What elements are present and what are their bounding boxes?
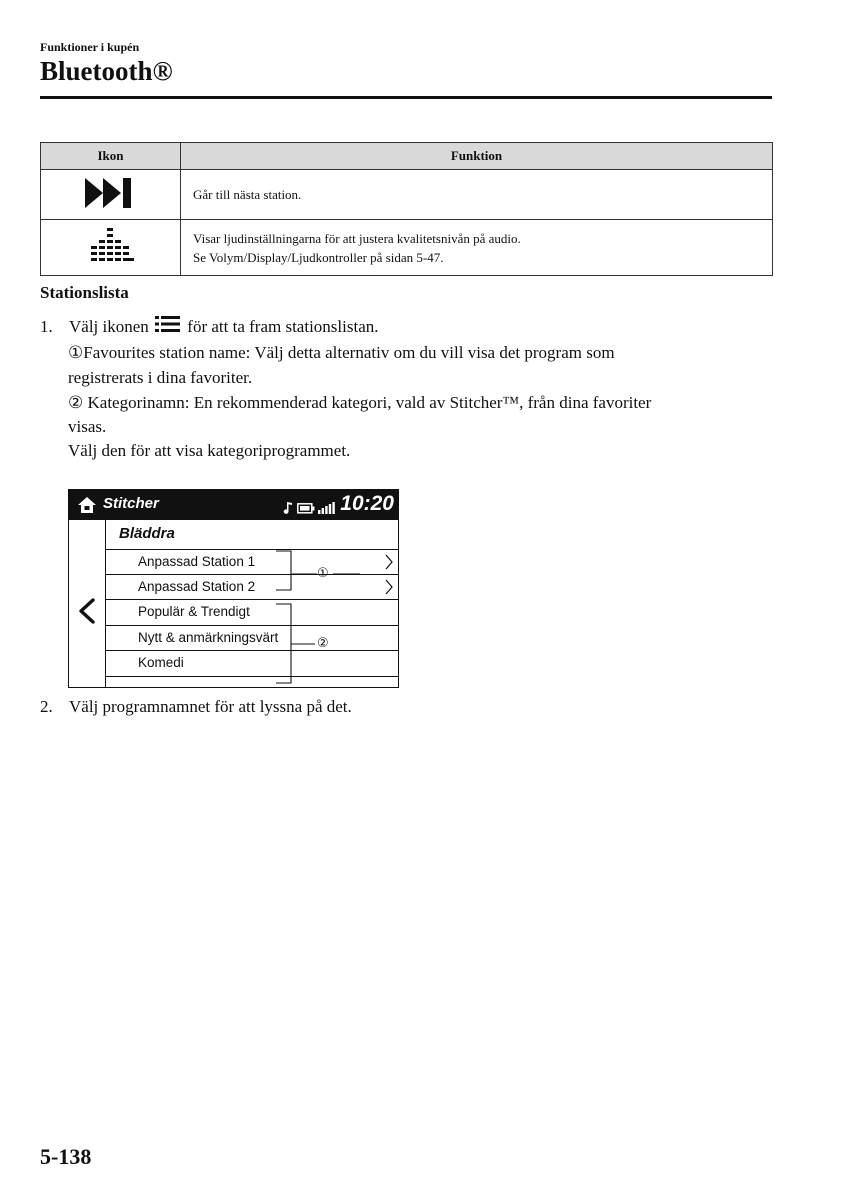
step-1 xyxy=(40,315,379,339)
table-row xyxy=(41,220,773,276)
function-reference: Se Volym/Display/Ljudkontroller på sidan 5-47. xyxy=(193,249,444,265)
list-item-partial xyxy=(106,676,398,687)
step-text: Välj programnamnet för att lyssna på det. xyxy=(69,697,352,716)
subsection-heading: Stationslista xyxy=(40,283,129,302)
skip-forward-icon xyxy=(83,175,139,211)
list-item[interactable] xyxy=(106,574,398,599)
callout-2-marker: ② xyxy=(317,635,329,650)
home-icon[interactable] xyxy=(77,496,97,514)
note-text: Favourites station name: Välj detta alternativ om du vill visa det program som xyxy=(83,343,615,362)
screen-header xyxy=(69,490,398,520)
note-1-continued: registrerats i dina favoriter. xyxy=(68,368,253,387)
chevron-right-icon xyxy=(384,553,394,571)
list-item-label: Populär & Trendigt xyxy=(138,604,250,619)
screen-back-panel[interactable] xyxy=(69,520,106,687)
step-number: 1. xyxy=(40,317,53,336)
equalizer-icon xyxy=(87,226,135,266)
page-number: 5-138 xyxy=(40,1144,92,1169)
list-icon xyxy=(155,315,181,333)
callout-marker-2: ② xyxy=(68,393,84,412)
list-item[interactable] xyxy=(106,650,398,675)
list-item[interactable] xyxy=(106,599,398,624)
table-header-icon: Ikon xyxy=(41,143,181,170)
callout-marker-1: ① xyxy=(68,343,84,362)
table-icon-cell xyxy=(41,220,181,276)
table-header-function: Funktion xyxy=(181,143,773,170)
step-text: Välj ikonen xyxy=(69,317,149,336)
list-item-label: Nytt & anmärkningsvärt xyxy=(138,630,279,645)
step-text: för att ta fram stationslistan. xyxy=(187,317,379,336)
note-text: Kategorinamn: En rekommenderad kategori, vald av Stitcher™, från dina favoriter xyxy=(83,393,652,412)
callout-1-marker: ① xyxy=(317,565,329,580)
signal-strength-icon xyxy=(318,502,336,514)
music-note-icon xyxy=(283,501,293,515)
page-title: Bluetooth® xyxy=(40,56,173,86)
chevron-right-icon xyxy=(384,578,394,596)
table-function-cell xyxy=(181,170,773,220)
table-header-row xyxy=(41,143,773,170)
back-chevron-icon[interactable] xyxy=(76,597,98,625)
table-row xyxy=(41,170,773,220)
list-item-label: Anpassad Station 2 xyxy=(138,579,256,594)
list-item-label: Anpassad Station 1 xyxy=(138,554,256,569)
stitcher-screen xyxy=(68,489,399,688)
section-label: Funktioner i kupén xyxy=(40,40,140,54)
title-divider xyxy=(40,96,772,99)
table-function-cell xyxy=(181,220,773,276)
icon-function-table xyxy=(40,142,773,276)
note-2 xyxy=(68,391,768,416)
step-number: 2. xyxy=(40,697,53,716)
note-1 xyxy=(68,341,768,366)
function-text: Visar ljudinställningarna för att justera kvalitetsnivån på audio. xyxy=(193,230,521,246)
list-item[interactable] xyxy=(106,625,398,650)
note-2-continued: visas. xyxy=(68,417,107,436)
function-text: Går till nästa station. xyxy=(193,187,302,202)
list-item-label: Komedi xyxy=(138,655,184,670)
table-icon-cell xyxy=(41,170,181,220)
step-2 xyxy=(40,695,352,719)
note-3: Välj den för att visa kategoriprogrammet. xyxy=(68,441,351,460)
battery-icon xyxy=(297,503,315,514)
screen-app-title: Stitcher xyxy=(103,495,159,512)
screen-clock: 10:20 xyxy=(340,492,394,515)
browse-heading: Bläddra xyxy=(119,525,175,542)
list-item[interactable] xyxy=(106,549,398,574)
